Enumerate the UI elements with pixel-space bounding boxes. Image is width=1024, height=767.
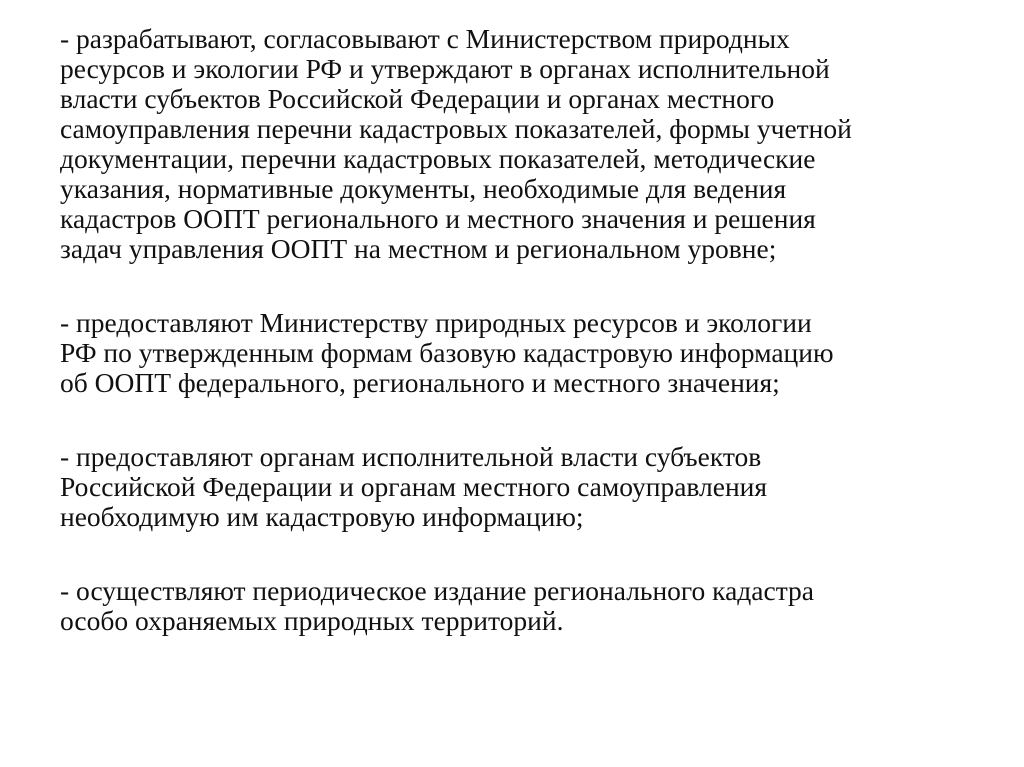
text-line: задач управления ООПТ на местном и региональном уровне;: [60, 233, 777, 264]
text-line: необходимую им кадастровую информацию;: [60, 501, 584, 532]
paragraph-2: [60, 308, 980, 398]
text-line: особо охраняемых природных территорий.: [60, 605, 564, 636]
text-line: ресурсов и экологии РФ и утверждают в органах исполнительной: [60, 53, 830, 84]
text-line: самоуправления перечни кадастровых показателей, формы учетной: [60, 113, 852, 144]
text-line: власти субъектов Российской Федерации и органах местного: [60, 83, 775, 114]
text-line: об ООПТ федерального, регионального и местного значения;: [60, 367, 780, 398]
paragraph-4: [60, 576, 980, 636]
text-line: - разрабатывают, согласовывают с Министерством природных: [60, 23, 790, 54]
text-line: кадастров ООПТ регионального и местного значения и решения: [60, 203, 816, 234]
text-line: - предоставляют Министерству природных ресурсов и экологии: [60, 307, 812, 338]
text-line: - осуществляют периодическое издание регионального кадастра: [60, 575, 815, 606]
text-line: - предоставляют органам исполнительной власти субъектов: [60, 441, 762, 472]
slide-text-body: [60, 24, 980, 680]
text-line: Российской Федерации и органам местного самоуправления: [60, 471, 768, 502]
text-line: указания, нормативные документы, необходимые для ведения: [60, 173, 787, 204]
paragraph-1: [60, 24, 980, 264]
text-line: РФ по утвержденным формам базовую кадастровую информацию: [60, 337, 834, 368]
paragraph-3: [60, 442, 980, 532]
text-line: документации, перечни кадастровых показателей, методические: [60, 143, 816, 174]
